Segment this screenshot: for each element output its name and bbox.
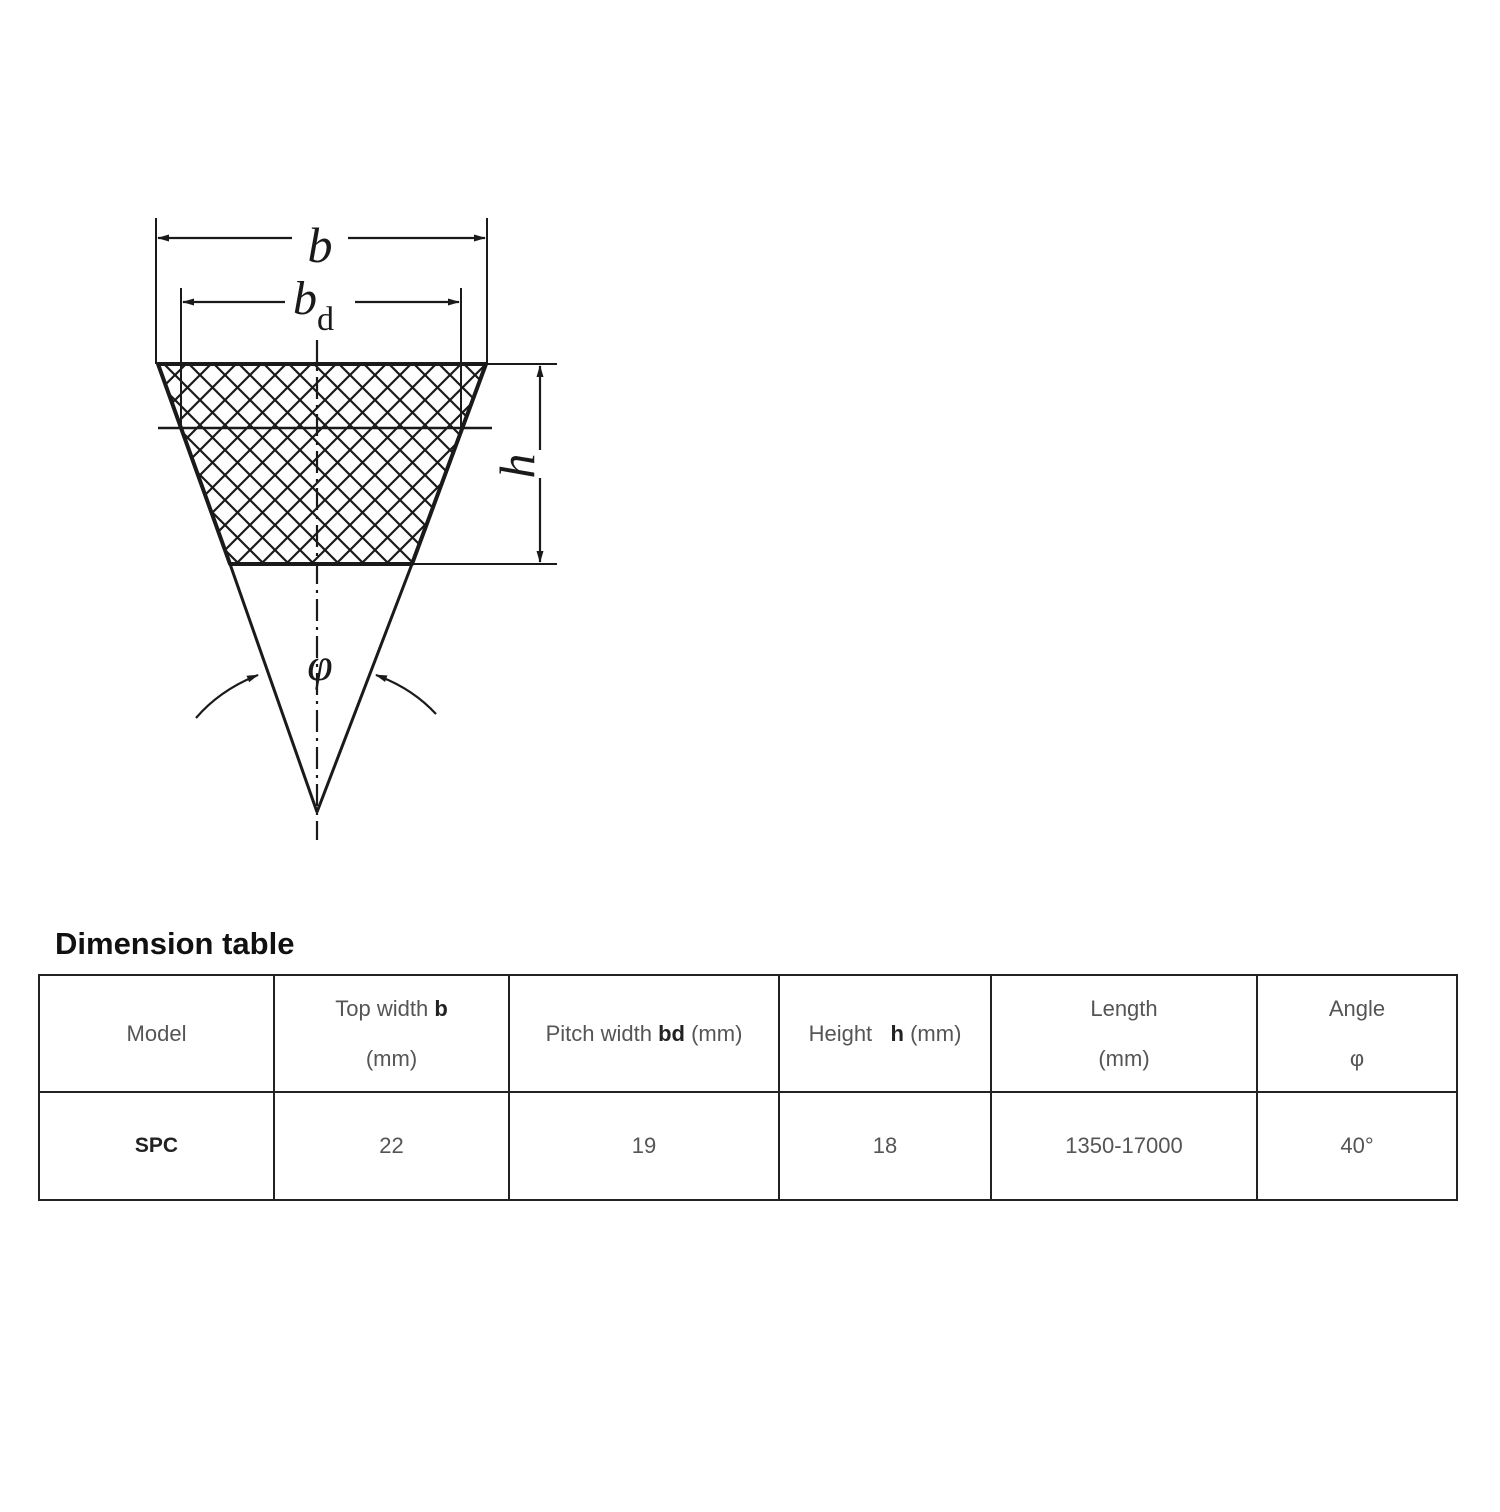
header-height-text: Height — [808, 1020, 873, 1046]
table-title: Dimension table — [55, 926, 295, 961]
angle-arrow-right — [376, 675, 436, 714]
header-height-symbol: h — [890, 1020, 904, 1046]
header-angle-symbol: φ — [1349, 1045, 1365, 1071]
header-top-width-symbol: b — [434, 995, 448, 1021]
header-pitch-width-line — [546, 1021, 743, 1046]
header-top-width — [274, 975, 509, 1092]
height-label: h — [489, 453, 545, 479]
cell-length: 1350-17000 — [991, 1092, 1257, 1200]
header-top-width-text: Top width — [335, 995, 429, 1021]
header-model: Model — [39, 975, 274, 1092]
header-length — [991, 975, 1257, 1092]
cell-top-width: 22 — [274, 1092, 509, 1200]
header-height-unit: (mm) — [910, 1020, 962, 1046]
cell-model: SPC — [39, 1092, 274, 1200]
angle-arrow-left — [196, 675, 258, 718]
header-length-unit: (mm) — [1098, 1045, 1150, 1071]
header-top-width-line1 — [281, 984, 502, 1034]
angle-label: φ — [307, 639, 333, 690]
pitch-width-label-base: b — [293, 272, 317, 325]
header-pitch-width-symbol: bd — [658, 1020, 685, 1046]
belt-section — [158, 364, 486, 564]
cell-angle: 40° — [1257, 1092, 1457, 1200]
pitch-width-label-subscript: d — [317, 301, 334, 338]
header-angle — [1257, 975, 1457, 1092]
header-pitch-width-text: Pitch width — [545, 1020, 652, 1046]
top-width-label: b — [307, 217, 333, 273]
v-belt-cross-section-diagram — [0, 0, 640, 880]
header-top-width-unit: (mm) — [365, 1045, 418, 1071]
cell-height: 18 — [779, 1092, 991, 1200]
pitch-width-label — [293, 272, 334, 338]
header-height — [779, 975, 991, 1092]
header-height-line — [809, 1021, 962, 1046]
v-side-left — [230, 564, 317, 812]
dimension-table — [38, 974, 1458, 1201]
header-angle-text: Angle — [1328, 995, 1386, 1021]
header-pitch-width-unit: (mm) — [691, 1020, 743, 1046]
table-header-row — [39, 975, 1457, 1092]
header-pitch-width — [509, 975, 779, 1092]
table-row — [39, 1092, 1457, 1200]
header-length-text: Length — [1090, 995, 1158, 1021]
cell-pitch-width: 19 — [509, 1092, 779, 1200]
